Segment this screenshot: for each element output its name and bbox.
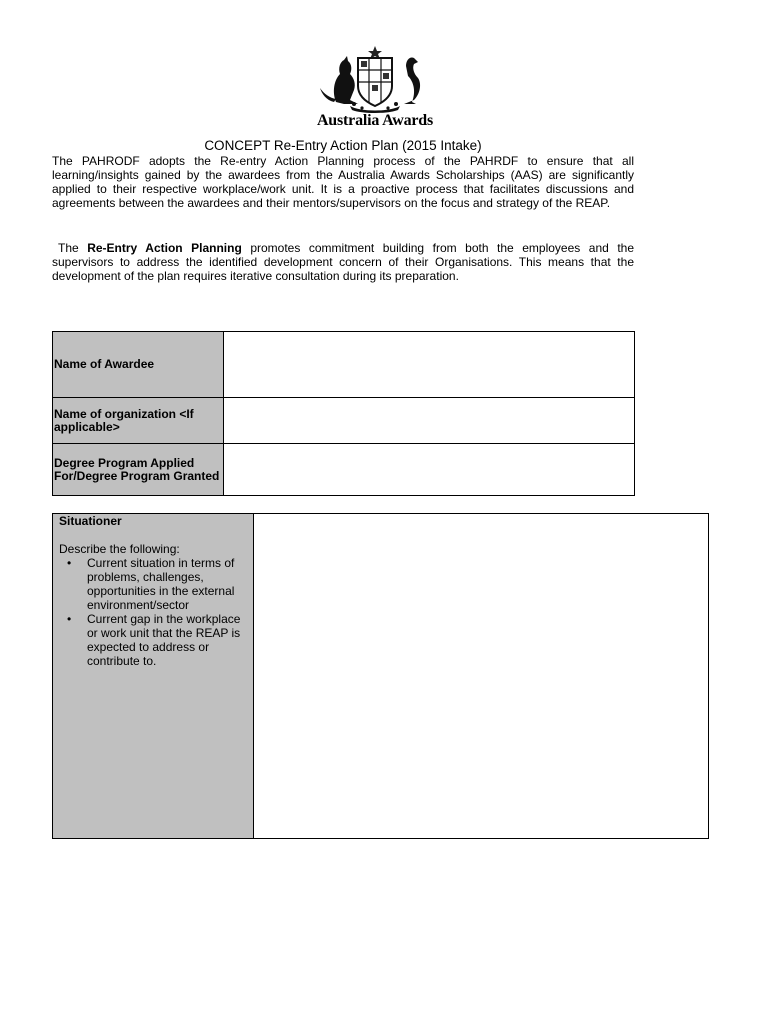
- intro-paragraph-2-prefix: The: [58, 241, 88, 255]
- table-row: [53, 332, 635, 398]
- situationer-describe: Describe the following:: [59, 542, 180, 556]
- situationer-heading: Situationer: [59, 514, 122, 528]
- situationer-table: [52, 513, 709, 839]
- intro-paragraph-2: [52, 241, 634, 283]
- intro-paragraph-1: The PAHRODF adopts the Re-entry Action Planning process of the PAHRDF to ensure that all learning/insights gained by the awardees from the Australia Awards Scholarships (AAS) are significantly applied to their respective workplace/work unit. It is a proactive process that facilitates discussions and agreements between the awardees and their mentors/supervisors on the focus and strategy of the REAP.: [52, 154, 634, 210]
- organization-label: Name of organization <If applicable>: [53, 398, 224, 444]
- situationer-field[interactable]: [254, 514, 709, 839]
- awardee-name-field[interactable]: [224, 332, 635, 398]
- situationer-label-cell: [53, 514, 254, 839]
- brand-name: Australia Awards: [316, 112, 434, 129]
- intro-paragraph-2-rest: promotes commitment building from both the employees and the supervisors to address the identified development concern of their Organisations. This means that the development of the plan requires iterative consultation during its preparation.: [52, 241, 634, 283]
- degree-program-label: Degree Program Applied For/Degree Program Granted: [53, 444, 224, 496]
- awardee-info-table: [52, 331, 635, 496]
- table-row: [53, 514, 709, 839]
- document-title: CONCEPT Re-Entry Action Plan (2015 Intake): [204, 138, 482, 153]
- list-item: • Current gap in the workplace or work unit that the REAP is expected to address or contribute to.: [87, 612, 249, 668]
- list-item: • Current situation in terms of problems, challenges, opportunities in the external environment/sector: [87, 556, 249, 612]
- organization-field[interactable]: [224, 398, 635, 444]
- degree-program-field[interactable]: [224, 444, 635, 496]
- table-row: [53, 398, 635, 444]
- intro-paragraph-2-bold: Re-Entry Action Planning: [87, 241, 242, 255]
- awardee-name-label: Name of Awardee: [53, 332, 224, 398]
- table-row: [53, 444, 635, 496]
- situationer-bullet-list: [59, 556, 249, 668]
